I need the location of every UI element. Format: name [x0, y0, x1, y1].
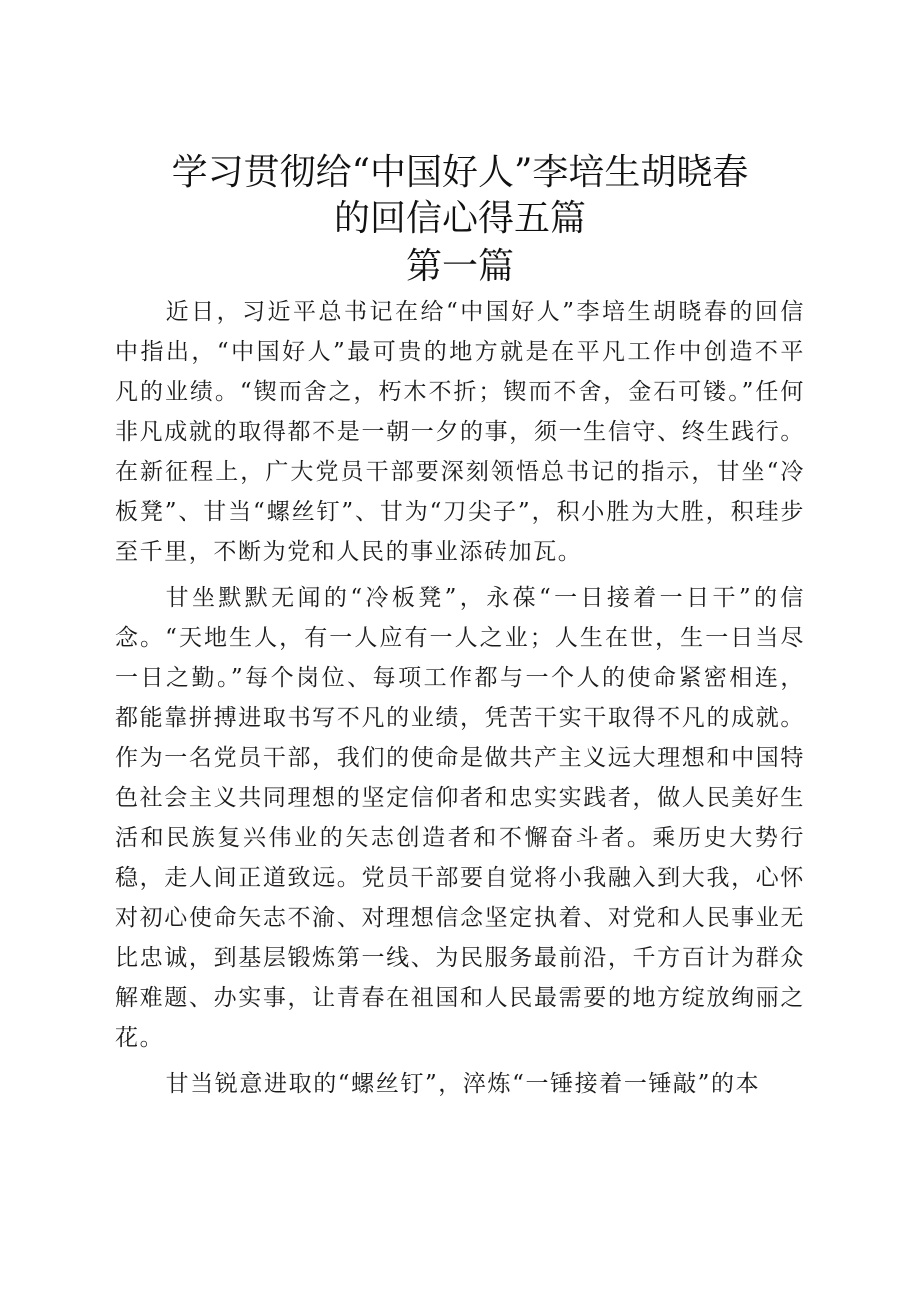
- document-title-line-1: 学习贯彻给“中国好人”李培生胡晓春: [171, 152, 749, 193]
- paragraph-2: 甘坐默默无闻的“冷板凳”，永葆“一日接着一日干”的信念。“天地生人，有一人应有一人之业；人生在世，生一日当尽一日之勤。”每个岗位、每项工作都与一个人的使命紧密相连，都能靠拼搏进取书写不凡的业绩，凭苦干实干取得不凡的成就。作为一名党员干部，我们的使命是做共产主义远大理想和中国特色社会主义共同理想的坚定信仰者和忠实实践者，做人民美好生活和民族复兴伟业的矢志创造者和不懈奋斗者。乘历史大势行稳，走人间正道致远。党员干部要自觉将小我融入到大我，心怀对初心使命矢志不渝、对理想信念坚定执着、对党和人民事业无比忠诚，到基层锻炼第一线、为民服务最前沿，千方百计为群众解难题、办实事，让青春在祖国和人民最需要的地方绽放绚丽之花。: [115, 585, 805, 1051]
- document-title-line-2: 的回信心得五篇: [333, 198, 586, 239]
- section-heading: 第一篇: [405, 246, 514, 287]
- paragraph-3: 甘当锐意进取的“螺丝钉”，淬炼“一锤接着一锤敲”的本: [165, 1071, 761, 1097]
- document-body: [115, 292, 805, 1110]
- title-block: [100, 150, 820, 290]
- paragraph-1: 近日，习近平总书记在给“中国好人”李培生胡晓春的回信中指出，“中国好人”最可贵的地方就是在平凡工作中创造不平凡的业绩。“锲而舍之，朽木不折；锲而不舍，金石可镂。”任何非凡成就的取得都不是一朝一夕的事，须一生信守、终生践行。在新征程上，广大党员干部要深刻领悟总书记的指示，甘坐“冷板凳”、甘当“螺丝钉”、甘为“刀尖子”，积小胜为大胜，积珪步至千里，不断为党和人民的事业添砖加瓦。: [115, 299, 805, 565]
